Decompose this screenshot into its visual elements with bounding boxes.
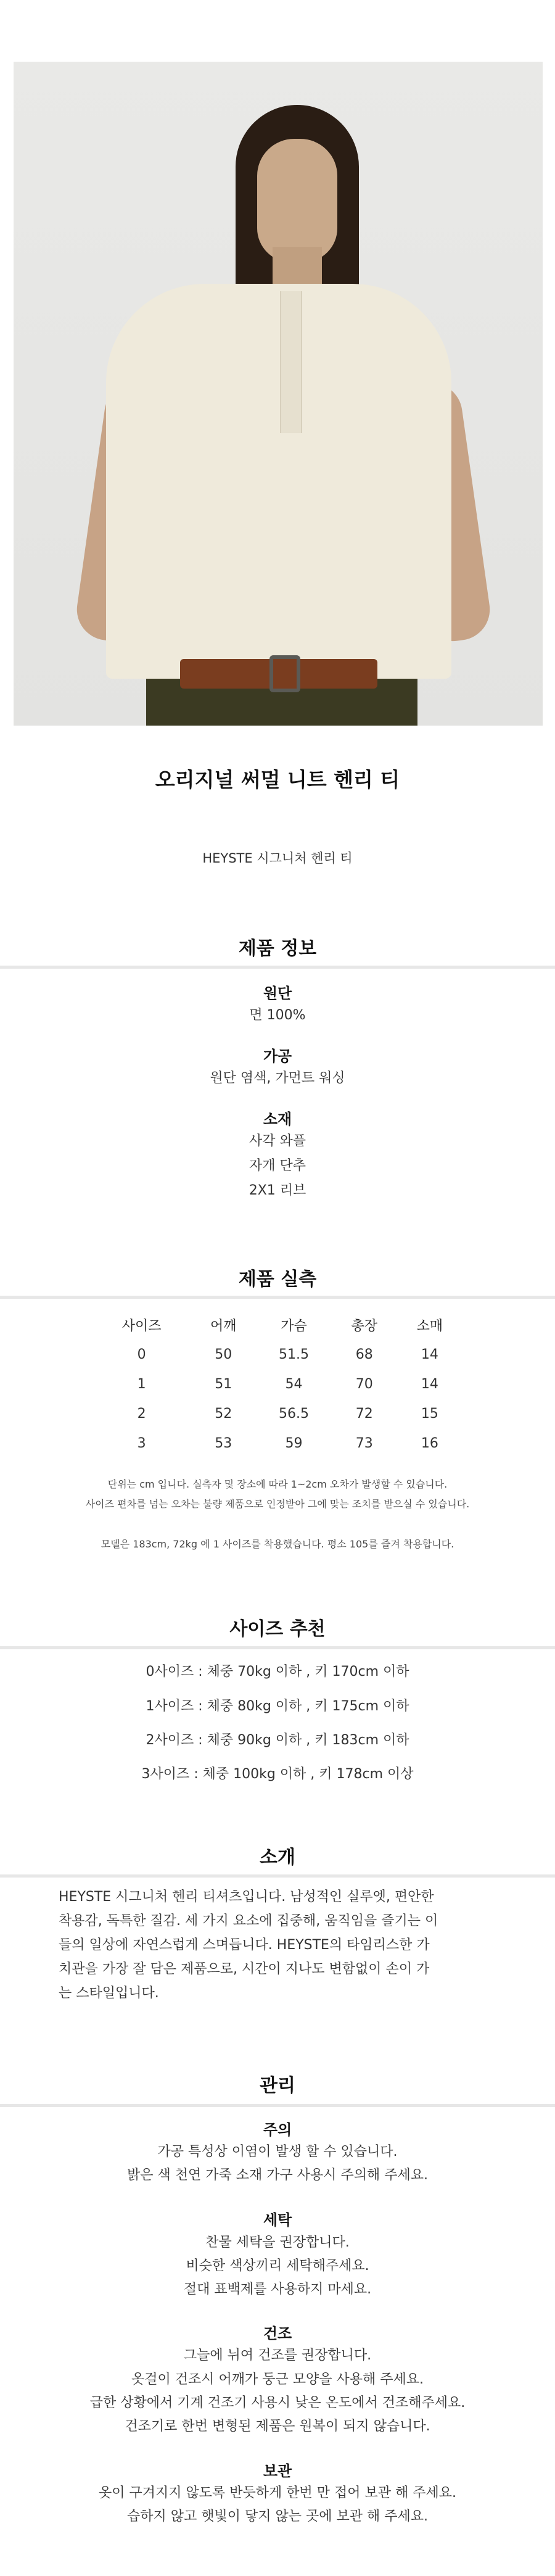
table-cell: 3 bbox=[137, 1435, 146, 1451]
table-cell: 68 bbox=[355, 1346, 373, 1362]
wash-label: 세탁 bbox=[263, 2211, 292, 2229]
wash-line: 비슷한 색상끼리 세탁해주세요. bbox=[186, 2258, 369, 2274]
henley-shirt bbox=[106, 284, 451, 679]
recommend-line: 1사이즈 : 체중 80kg 이하 , 키 175cm 이하 bbox=[146, 1699, 409, 1714]
measure-heading: 제품 실측 bbox=[238, 1269, 317, 1290]
table-cell: 73 bbox=[355, 1435, 373, 1451]
material-value: 2X1 리브 bbox=[249, 1183, 306, 1198]
product-title: 오리지널 써멀 니트 헨리 티 bbox=[155, 768, 400, 792]
store-label: 보관 bbox=[263, 2462, 292, 2480]
process-value: 원단 염색, 가먼트 워싱 bbox=[210, 1071, 345, 1086]
intro-paragraph bbox=[59, 1885, 503, 2005]
table-cell: 50 bbox=[215, 1346, 232, 1362]
table-cell: 51 bbox=[215, 1376, 232, 1392]
wash-line: 절대 표백제를 사용하지 마세요. bbox=[183, 2282, 372, 2297]
dry-line: 건조기로 한번 변형된 제품은 원복이 되지 않습니다. bbox=[125, 2419, 430, 2434]
caution-line: 밝은 색 천연 가죽 소재 가구 사용시 주의해 주세요. bbox=[127, 2168, 428, 2183]
table-row bbox=[92, 1399, 462, 1428]
product-photo bbox=[14, 62, 543, 726]
intro-line: 치관을 가장 잘 담은 제품으로, 시간이 지나도 변함없이 손이 가 bbox=[59, 1961, 430, 1977]
dry-line: 옷걸이 건조시 어깨가 둥근 모양을 사용해 주세요. bbox=[131, 2372, 424, 2387]
table-cell: 14 bbox=[421, 1376, 438, 1392]
table-cell: 2 bbox=[137, 1406, 146, 1422]
table-cell: 52 bbox=[215, 1406, 232, 1422]
table-cell: 59 bbox=[285, 1435, 303, 1451]
recommend-heading: 사이즈 추천 bbox=[229, 1618, 326, 1640]
table-cell: 56.5 bbox=[279, 1406, 309, 1422]
column-header: 총장 bbox=[351, 1318, 377, 1334]
model-face bbox=[257, 139, 337, 262]
table-cell: 72 bbox=[355, 1406, 373, 1422]
column-header: 소매 bbox=[416, 1318, 443, 1334]
intro-line: HEYSTE 시그니처 헨리 티셔츠입니다. 남성적인 실루엣, 편안한 bbox=[59, 1889, 434, 1905]
table-cell: 51.5 bbox=[279, 1346, 309, 1362]
table-cell: 70 bbox=[355, 1376, 373, 1392]
table-cell: 16 bbox=[421, 1435, 438, 1451]
recommend-line: 2사이즈 : 체중 90kg 이하 , 키 183cm 이하 bbox=[146, 1733, 409, 1748]
table-cell: 1 bbox=[137, 1376, 146, 1392]
product-subtitle: HEYSTE 시그니처 헨리 티 bbox=[202, 851, 353, 866]
fabric-value: 면 100% bbox=[249, 1008, 306, 1023]
recommend-line: 0사이즈 : 체중 70kg 이하 , 키 170cm 이하 bbox=[146, 1664, 409, 1679]
intro-heading: 소개 bbox=[260, 1847, 295, 1868]
store-line: 습하지 않고 햇빛이 닿지 않는 곳에 보관 해 주세요. bbox=[127, 2509, 428, 2524]
dry-line: 그늘에 뉘여 건조를 권장합니다. bbox=[183, 2348, 372, 2363]
recommend-divider bbox=[0, 1646, 555, 1649]
dry-label: 건조 bbox=[263, 2325, 292, 2342]
table-cell: 15 bbox=[421, 1406, 438, 1422]
wash-line: 찬물 세탁을 권장합니다. bbox=[205, 2235, 350, 2250]
intro-line: 들의 일상에 자연스럽게 스며듭니다. HEYSTE의 타임리스한 가 bbox=[59, 1937, 430, 1953]
caution-line: 가공 특성상 이염이 발생 할 수 있습니다. bbox=[157, 2144, 398, 2160]
column-header: 어깨 bbox=[210, 1318, 237, 1334]
intro-line: 착용감, 독특한 질감. 세 가지 요소에 집중해, 움직임을 즐기는 이 bbox=[59, 1913, 438, 1929]
material-value: 자개 단추 bbox=[249, 1158, 306, 1174]
shirt-placket bbox=[280, 291, 302, 433]
table-cell: 14 bbox=[421, 1346, 438, 1362]
info-heading: 제품 정보 bbox=[238, 938, 317, 959]
table-cell: 53 bbox=[215, 1435, 232, 1451]
caution-label: 주의 bbox=[263, 2121, 292, 2139]
recommend-line: 3사이즈 : 체중 100kg 이하 , 키 178cm 이상 bbox=[141, 1766, 414, 1782]
process-label: 가공 bbox=[263, 1048, 292, 1065]
column-header: 가슴 bbox=[281, 1318, 307, 1334]
store-line: 옷이 구겨지지 않도록 반듯하게 한번 만 접어 보관 해 주세요. bbox=[99, 2485, 456, 2501]
measure-note: 단위는 cm 입니다. 실측자 및 장소에 따라 1~2cm 오차가 발생할 수 있습니다. bbox=[107, 1478, 448, 1490]
material-label: 소재 bbox=[263, 1111, 292, 1128]
table-row bbox=[92, 1340, 462, 1369]
measure-divider bbox=[0, 1296, 555, 1299]
dry-line: 급한 상황에서 기계 건조기 사용시 낮은 온도에서 건조해주세요. bbox=[89, 2395, 466, 2411]
column-header: 사이즈 bbox=[121, 1318, 162, 1334]
measure-note: 사이즈 편차를 넘는 오차는 불량 제품으로 인정받아 그에 맞는 조치를 받으실 수 있습니다. bbox=[85, 1498, 470, 1510]
table-row bbox=[92, 1428, 462, 1458]
table-cell: 54 bbox=[285, 1376, 303, 1392]
model-note: 모델은 183cm, 72kg 에 1 사이즈를 착용했습니다. 평소 105를 즐겨 착용합니다. bbox=[101, 1538, 454, 1550]
size-table bbox=[92, 1310, 462, 1458]
fabric-label: 원단 bbox=[263, 985, 292, 1002]
info-divider bbox=[0, 966, 555, 969]
intro-line: 는 스타일입니다. bbox=[59, 1986, 159, 2001]
belt-buckle bbox=[269, 655, 300, 692]
table-row bbox=[92, 1369, 462, 1399]
care-heading: 관리 bbox=[260, 2075, 295, 2097]
table-cell: 0 bbox=[137, 1346, 146, 1362]
care-divider bbox=[0, 2104, 555, 2107]
intro-divider bbox=[0, 1874, 555, 1878]
material-value: 사각 와플 bbox=[249, 1133, 306, 1149]
table-header-row bbox=[92, 1310, 462, 1340]
